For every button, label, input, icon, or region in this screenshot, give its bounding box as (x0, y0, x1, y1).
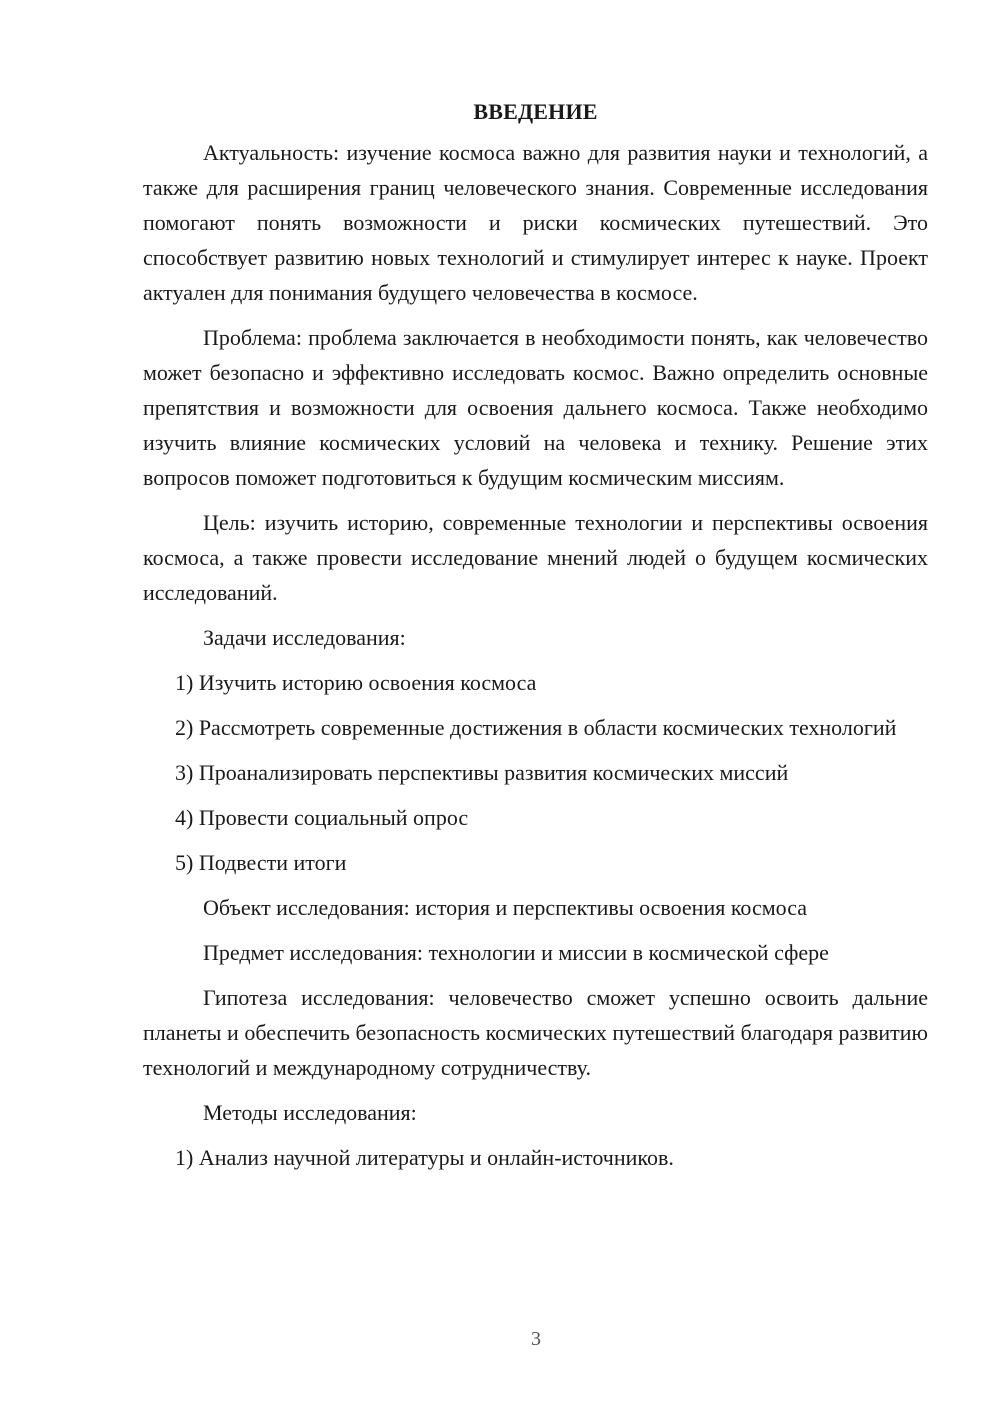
hypothesis-paragraph: Гипотеза исследования: человечество сможет успешно освоить дальние планеты и обеспечить безопасность космических путешествий благодаря развитию технологий и международному сотрудничеству. (143, 985, 928, 1080)
task-item: 1) Изучить историю освоения космоса (175, 670, 537, 695)
problem-paragraph: Проблема: проблема заключается в необходимости понять, как человечество может безопасно и эффективно исследовать космос. Важно определить основные препятствия и возможности для освоения дальнего космоса. Также необходимо изучить влияние космических условий на человека и технику. Решение этих вопросов поможет подготовиться к будущим космическим миссиям. (143, 325, 928, 490)
goal-paragraph: Цель: изучить историю, современные технологии и перспективы освоения космоса, а также провести исследование мнений людей о будущем космических исследований. (143, 510, 928, 605)
methods-title: Методы исследования: (203, 1100, 417, 1125)
task-item: 5) Подвести итоги (175, 850, 347, 875)
document-body (143, 94, 928, 1185)
subject-line: Предмет исследования: технологии и миссии в космической сфере (203, 940, 829, 965)
task-item: 2) Рассмотреть современные достижения в области космических технологий (175, 715, 897, 740)
object-line: Объект исследования: история и перспективы освоения космоса (203, 895, 808, 920)
method-item: 1) Анализ научной литературы и онлайн-источников. (175, 1145, 674, 1170)
task-item: 3) Проанализировать перспективы развития космических миссий (175, 760, 789, 785)
section-heading: ВВЕДЕНИЕ (473, 99, 598, 124)
task-item: 4) Провести социальный опрос (175, 805, 469, 830)
tasks-title: Задачи исследования: (203, 625, 406, 650)
relevance-paragraph: Актуальность: изучение космоса важно для развития науки и технологий, а также для расширения границ человеческого знания. Современные исследования помогают понять возможности и риски космических путешествий. Это способствует развитию новых технологий и стимулирует интерес к науке. Проект актуален для понимания будущего человечества в космосе. (143, 140, 928, 305)
page-number: 3 (531, 1328, 541, 1350)
